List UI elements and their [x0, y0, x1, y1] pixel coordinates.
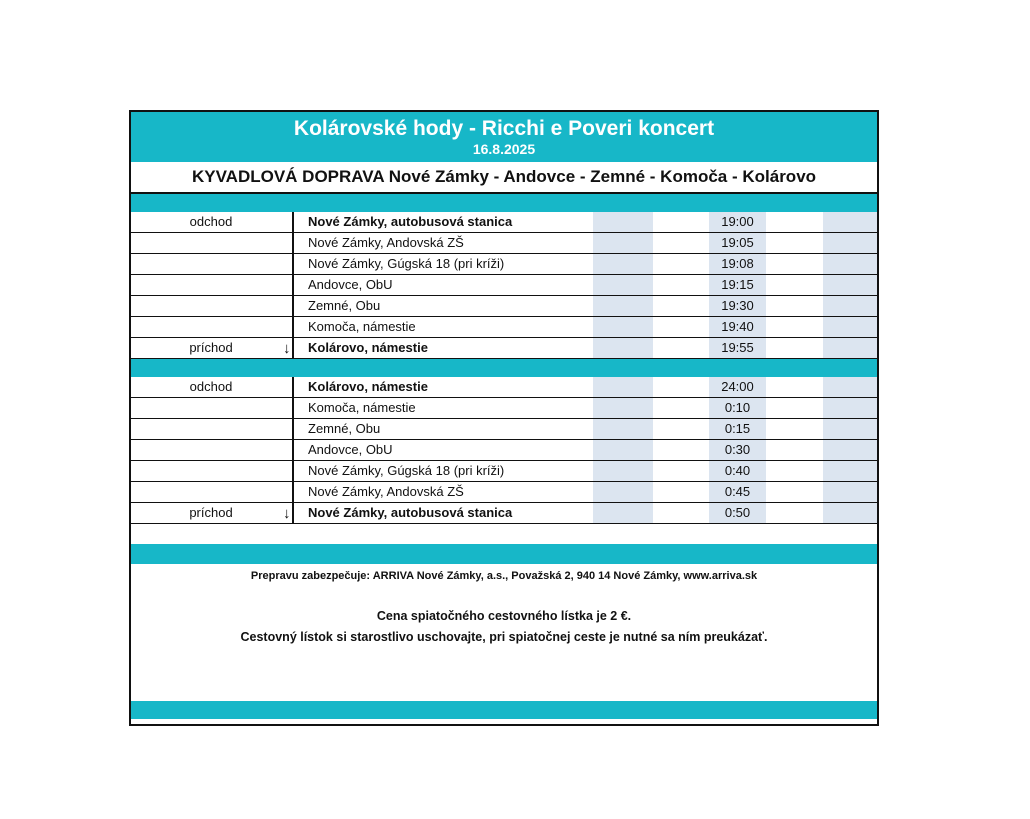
- bottom-band: [131, 701, 877, 719]
- direction-label: [131, 317, 291, 337]
- empty-cell: [593, 377, 653, 397]
- departure-time: 19:05: [709, 233, 766, 253]
- departure-time: 0:45: [709, 482, 766, 502]
- route-title: KYVADLOVÁ DOPRAVA Nové Zámky - Andovce - Zemné - Komoča - Kolárovo: [131, 162, 877, 194]
- table-row: [131, 233, 877, 254]
- direction-label: [131, 440, 291, 460]
- timetable: [129, 110, 879, 726]
- table-row: [131, 254, 877, 275]
- stop-name: Nové Zámky, Gúgská 18 (pri kríži): [292, 254, 592, 274]
- table-row: [131, 275, 877, 296]
- stop-name: Zemné, Obu: [292, 419, 592, 439]
- table-row: [131, 398, 877, 419]
- direction-label: [131, 398, 291, 418]
- empty-cell: [593, 503, 653, 523]
- departure-time: 19:40: [709, 317, 766, 337]
- empty-cell: [823, 296, 877, 316]
- direction-label: [131, 482, 291, 502]
- empty-cell: [823, 233, 877, 253]
- empty-cell: [823, 419, 877, 439]
- empty-cell: [593, 338, 653, 358]
- empty-cell: [823, 212, 877, 232]
- empty-cell: [593, 233, 653, 253]
- stop-name: Nové Zámky, autobusová stanica: [292, 503, 592, 523]
- empty-cell: [593, 482, 653, 502]
- empty-cell: [593, 317, 653, 337]
- empty-cell: [593, 212, 653, 232]
- empty-cell: [593, 461, 653, 481]
- empty-cell: [593, 419, 653, 439]
- empty-cell: [823, 275, 877, 295]
- stop-name: Andovce, ObU: [292, 440, 592, 460]
- empty-cell: [823, 398, 877, 418]
- empty-cell: [593, 296, 653, 316]
- departure-time: 0:10: [709, 398, 766, 418]
- stop-name: Zemné, Obu: [292, 296, 592, 316]
- direction-label: odchod: [189, 214, 233, 229]
- direction-label: [131, 419, 291, 439]
- provider-info: Prepravu zabezpečuje: ARRIVA Nové Zámky, a.s., Považská 2, 940 14 Nové Zámky, www.arriva.sk: [250, 570, 758, 582]
- divider-band: [131, 194, 877, 212]
- stop-name: Nové Zámky, Andovská ZŠ: [292, 233, 592, 253]
- empty-cell: [593, 440, 653, 460]
- table-row: [131, 212, 877, 233]
- departure-time: 19:08: [709, 254, 766, 274]
- empty-cell: [823, 440, 877, 460]
- page-title: Kolárovské hody - Ricchi e Poveri koncert: [293, 117, 715, 140]
- stop-name: Kolárovo, námestie: [292, 377, 592, 397]
- direction-label: [131, 275, 291, 295]
- table-row: [131, 377, 877, 398]
- stop-name: Nové Zámky, autobusová stanica: [292, 212, 592, 232]
- departure-time: 0:40: [709, 461, 766, 481]
- empty-cell: [823, 377, 877, 397]
- departure-time: 0:15: [709, 419, 766, 439]
- direction-label: [131, 461, 291, 481]
- header: [131, 112, 877, 162]
- empty-cell: [823, 461, 877, 481]
- departure-time: 19:15: [709, 275, 766, 295]
- direction-label: [131, 296, 291, 316]
- direction-label: príchod: [189, 340, 233, 355]
- departure-time: 0:50: [709, 503, 766, 523]
- arrow-down-icon: ↓: [283, 505, 291, 522]
- footer: [131, 564, 877, 701]
- trip-return: [131, 377, 877, 524]
- departure-time: 19:00: [709, 212, 766, 232]
- direction-label: odchod: [189, 379, 233, 394]
- departure-time: 19:30: [709, 296, 766, 316]
- empty-cell: [823, 482, 877, 502]
- event-date: 16.8.2025: [472, 141, 536, 157]
- departure-time: 0:30: [709, 440, 766, 460]
- ticket-note: Cestovný lístok si starostlivo uschovajte, pri spiatočnej ceste je nutné sa ním preukázať.: [240, 630, 768, 644]
- stop-name: Andovce, ObU: [292, 275, 592, 295]
- price-info: Cena spiatočného cestovného lístka je 2 €.: [376, 609, 632, 623]
- trip-outbound: [131, 212, 877, 359]
- empty-cell: [823, 503, 877, 523]
- table-row: [131, 317, 877, 338]
- departure-time: 24:00: [709, 377, 766, 397]
- divider-band: [131, 359, 877, 377]
- direction-label: [131, 233, 291, 253]
- table-row: [131, 338, 877, 359]
- empty-cell: [823, 317, 877, 337]
- table-row: [131, 296, 877, 317]
- arrow-down-icon: ↓: [283, 340, 291, 357]
- empty-cell: [823, 254, 877, 274]
- direction-label: [131, 254, 291, 274]
- empty-cell: [593, 275, 653, 295]
- table-row: [131, 419, 877, 440]
- stop-name: Nové Zámky, Gúgská 18 (pri kríži): [292, 461, 592, 481]
- empty-cell: [593, 254, 653, 274]
- departure-time: 19:55: [709, 338, 766, 358]
- table-row: [131, 461, 877, 482]
- empty-cell: [593, 398, 653, 418]
- table-row: [131, 440, 877, 461]
- stop-name: Kolárovo, námestie: [292, 338, 592, 358]
- stop-name: Komoča, námestie: [292, 398, 592, 418]
- divider-band: [131, 544, 877, 564]
- table-row: [131, 482, 877, 503]
- stop-name: Komoča, námestie: [292, 317, 592, 337]
- direction-label: príchod: [189, 505, 233, 520]
- empty-cell: [823, 338, 877, 358]
- stop-name: Nové Zámky, Andovská ZŠ: [292, 482, 592, 502]
- table-row: [131, 503, 877, 524]
